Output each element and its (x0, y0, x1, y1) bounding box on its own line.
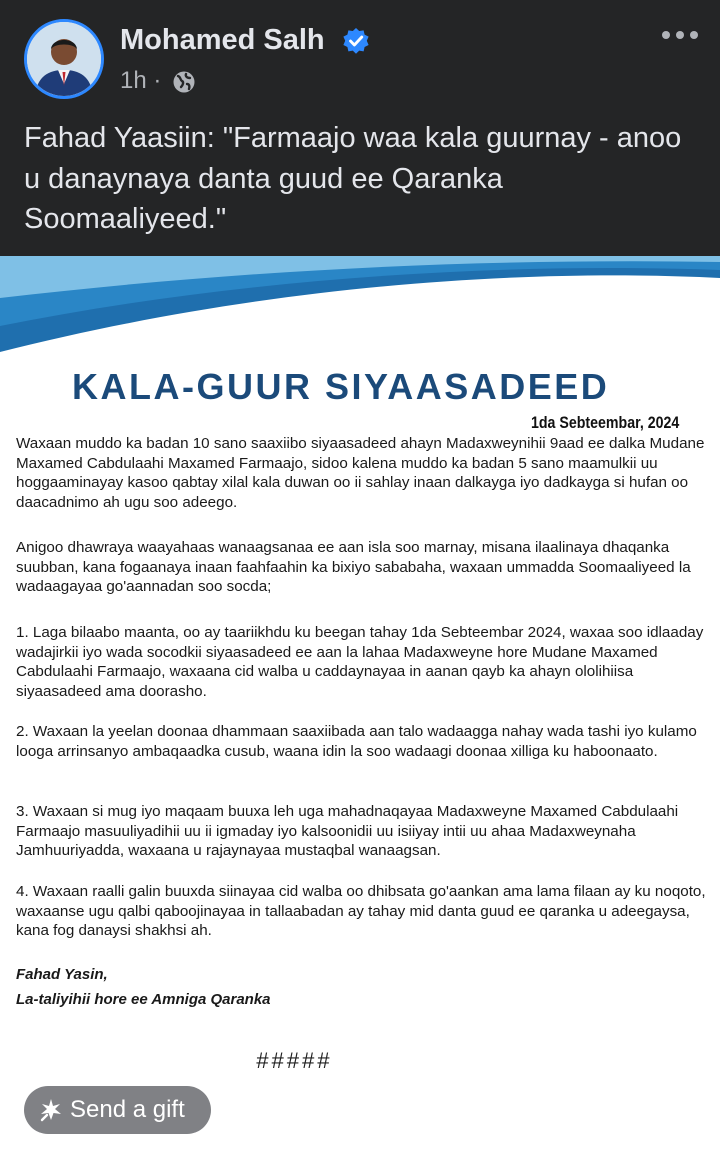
post-timestamp[interactable]: 1h · (120, 67, 162, 94)
verified-badge-icon (342, 27, 370, 55)
avatar[interactable] (24, 19, 104, 99)
send-gift-label: Send a gift (70, 1096, 185, 1123)
post-text: Fahad Yaasiin: "Farmaajo waa kala guurnay - anoo u danaynaya danta guud ee Qaranka Soomaaliyeed." (24, 122, 682, 235)
paragraph-context: Anigoo dhawraya waayahaas wanaagsanaa ee aan isla soo marnay, misana ilaalinaya dhaqanka suubban, kana fogaanaya inaan faahfaahin ka bixiyo sababaha, waxaan ummadda Soomaaliyeed la wadaagayaa go'aannadan soo socda; (16, 539, 691, 596)
globe-icon (172, 70, 196, 94)
avatar-photo-icon (27, 22, 101, 96)
signature-title: La-taliyihii hore ee Amniga Qaranka (16, 991, 271, 1008)
signature-name: Fahad Yasin, (16, 966, 108, 983)
document-date: 1da Sebteembar, 2024 (531, 414, 680, 432)
more-options-icon[interactable] (658, 22, 702, 48)
paragraph-point-1: 1. Laga bilaabo maanta, oo ay taariikhdu ku beegan tahay 1da Sebteembar 2024, waxaa soo idlaaday wadajirkii iyo wada socodkii siyaasadeed ee aan la lahaa Madaxweyne hore Mudane Maxamed Cabdulaahi Farmaajo, waxaana cid walba u caddaynayaa in aanan qayb ka ahayn ololihiisa siyaasadeed ama doorasho. (16, 624, 704, 700)
attached-document-image[interactable] (0, 256, 720, 1156)
document-closing-marks: ##### (256, 1048, 333, 1073)
post-header (0, 0, 720, 256)
gift-sparkle-icon (38, 1097, 64, 1123)
document-title: KALA-GUUR SIYAASADEED (72, 366, 610, 407)
author-name[interactable]: Mohamed Salh (120, 24, 325, 56)
send-gift-button[interactable] (24, 1086, 211, 1134)
paragraph-point-2: 2. Waxaan la yeelan doonaa dhammaan saaxiibada aan talo wadaagga nahay wada tashi iyo kulamo looga arrinsanyo ambaqaadka cusub, waana idin la soo wadaagi doonaa xilliga ku haboonaato. (16, 723, 697, 760)
header-wave-graphic (0, 256, 720, 356)
paragraph-point-3: 3. Waxaan si mug iyo maqaam buuxa leh uga mahadnaqayaa Madaxweyne Maxamed Cabdulaahi Farmaajo masuuliyadihii uu ii igmaday iyo kalsoonidii uu isiiyay intii uu ahaa Madaxweynaha Jamhuuriyadda, waxaana u rajaynayaa mustaqbal wanaagsan. (16, 803, 679, 860)
paragraph-intro: Waxaan muddo ka badan 10 sano saaxiibo siyaasadeed ahayn Madaxweynihii 9aad ee dalka Mudane Maxamed Cabdulaahi Maxamed Farmaajo, sidoo kalena muddo ka badan 5 sano maamulkii uu hoggaaminayay kasoo qabtay xilal kala duwan oo ii sahlay inaan dalkayga iyo dadkayga si hufan oo daacadnimo ah ugu soo adeego. (16, 435, 705, 511)
paragraph-point-4: 4. Waxaan raalli galin buuxda siinayaa cid walba oo dhibsata go'aankan ama lama filaan ay ku noqoto, waxaanse ugu qalbi qaboojinayaa in tallaabadan ay tahay mid danta guud ee qaranka u adeegaysa, kana fog danaysi shakhsi ah. (16, 883, 706, 940)
